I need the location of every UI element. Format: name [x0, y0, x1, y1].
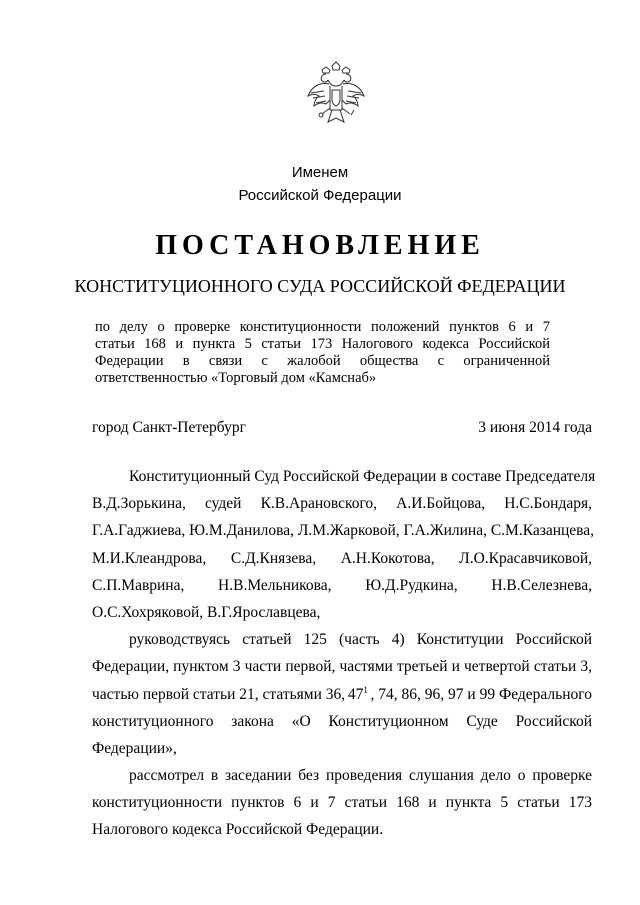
- in-the-name-line: Именем: [291, 164, 349, 181]
- body-line: Конституционный Суд Российской Федерации в составе Председателя: [129, 468, 596, 485]
- article-number: [348, 681, 368, 708]
- body-line: С.П.Маврина, Н.В.Мельникова, Ю.Д.Рудкина, Н.В.Селезнева,: [92, 576, 592, 594]
- body-line: Налогового кодекса Российской Федерации.: [92, 821, 384, 839]
- court-name: КОНСТИТУЦИОННОГО СУДА РОССИЙСКОЙ ФЕДЕРАЦИИ: [74, 276, 566, 296]
- case-line: ответственностью «Торговый дом «Камснаб»: [95, 370, 377, 386]
- body-fragment: , 74, 86, 96, 97 и 99 Федерального: [370, 685, 592, 703]
- body-line: М.И.Клеандрова, С.Д.Князева, А.Н.Кокотова, Л.О.Красавчиковой,: [92, 549, 592, 567]
- body-line: конституционности пунктов 6 и 7 статьи 168 и пункта 5 статьи 173: [92, 794, 592, 812]
- body-line: рассмотрел в заседании без проведения слушания дело о проверке: [129, 767, 592, 785]
- article-base: 47: [347, 685, 364, 703]
- body-line: Федерации»,: [92, 739, 177, 757]
- russian-federation-line: Российской Федерации: [238, 187, 402, 204]
- document-title: ПОСТАНОВЛЕНИЕ: [155, 230, 485, 261]
- case-line: статьи 168 и пункта 5 статьи 173 Налогового кодекса Российской: [95, 336, 550, 352]
- body-line: руководствуясь статьей 125 (часть 4) Конституции Российской: [129, 631, 592, 649]
- body-line: В.Д.Зорькина, судей К.В.Арановского, А.И.Бойцова, Н.С.Бондаря,: [92, 495, 592, 513]
- article-superscript: 1: [363, 684, 368, 695]
- body-line: Федерации, пунктом 3 части первой, частями третьей и четвертой статьи 3,: [92, 658, 592, 676]
- body-line: Г.А.Гаджиева, Ю.М.Данилова, Л.М.Жарковой, Г.А.Жилина, С.М.Казанцева,: [92, 522, 595, 540]
- body-line-with-superscript: [92, 681, 592, 708]
- case-description: [95, 319, 550, 387]
- body-line: конституционного закона «О Конституционном Суде Российской: [92, 712, 592, 730]
- case-line: Федерации в связи с жалобой общества с ограниченной: [95, 353, 550, 369]
- coat-of-arms-icon: [302, 60, 370, 138]
- place-city: город Санкт-Петербург: [92, 419, 246, 436]
- body-fragment: частью первой статьи 21, статьями 36,: [92, 685, 346, 703]
- place-date: 3 июня 2014 года: [478, 419, 592, 436]
- case-line: по делу о проверке конституционности положений пунктов 6 и 7: [95, 319, 550, 335]
- body-line: О.С.Хохряковой, В.Г.Ярославцева,: [92, 603, 321, 621]
- document-body: [92, 463, 596, 844]
